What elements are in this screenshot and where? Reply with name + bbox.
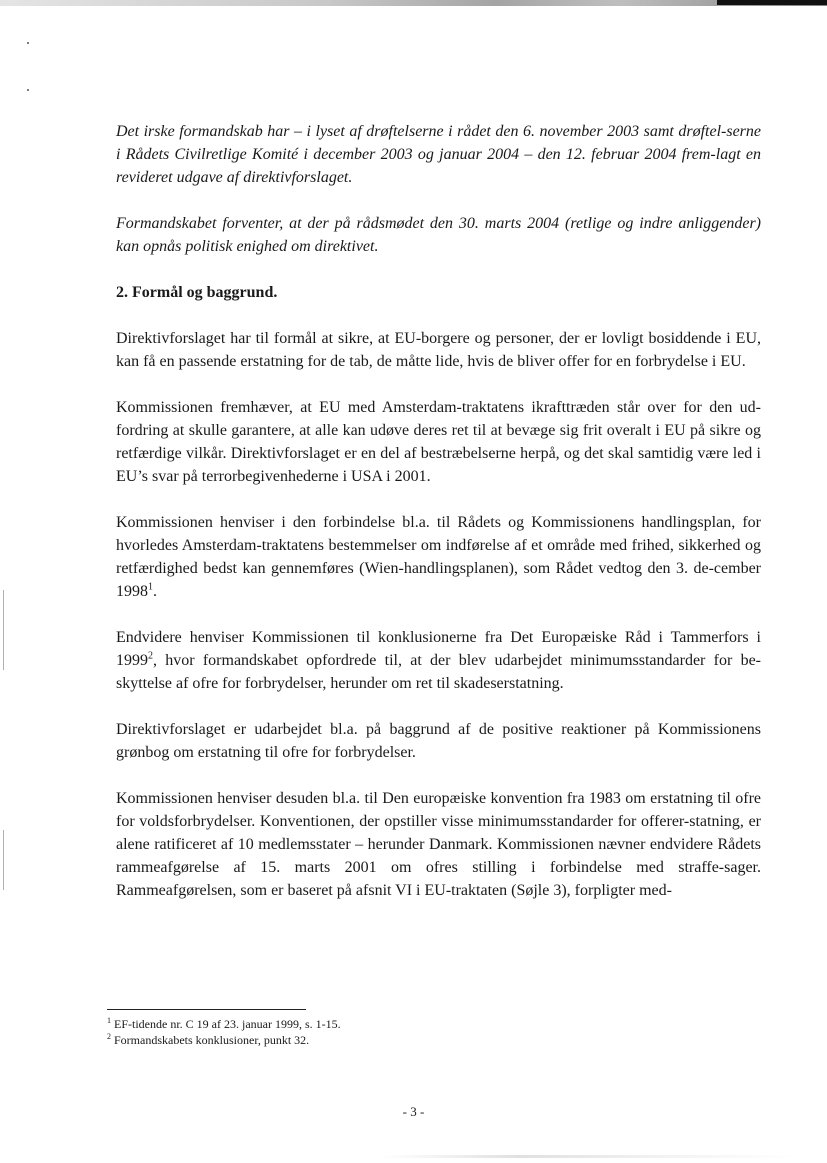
footnote-2 [107, 1032, 707, 1048]
intro-paragraph-2: Formandskabet forventer, at der på rådsmødet den 30. marts 2004 (retlige og indre anliggender) kan opnås politisk enighed om direktivet. [116, 215, 761, 255]
body-paragraph-1: Direktivforslaget har til formål at sikre, at EU-borgere og personer, der er lovligt bosiddende i EU, kan få en passende erstatning for de tab, de måtte lide, hvis de bliver offer for en forbrydelse i EU. [116, 330, 761, 370]
scan-speck [27, 89, 29, 91]
footnote-ref-1: 1 [148, 581, 153, 593]
body-paragraph-3-end: . [153, 583, 157, 600]
scan-speck [27, 42, 29, 44]
body-paragraph-2: Kommissionen fremhæver, at EU med Amsterdam-traktatens ikrafttræden står over for den ud-fordring at skulle garantere, at alle kan udøve deres ret til at bevæge sig frit overalt i EU på sikre og retfærdige vilkår. Direktivforslaget er en del af bestræbelserne herpå, og det skal samtidig være led i EU’s svar på terrorbegivenhederne i USA i 2001. [116, 399, 761, 485]
body-paragraph-3 [116, 511, 761, 603]
body-paragraph-3-text: Kommissionen henviser i den forbindelse bl.a. til Rådets og Kommissionens handlingsplan, for hvorledes Amsterdam-traktatens bestemmelser om indførelse af et område med frihed, sikkerhed og retfærdighed bedst kan gennemføres (Wien-handlingsplanen), som Rådet vedtog den 3. de-cember 1998 [116, 514, 761, 600]
body-paragraph-4-text-b: , hvor formandskabet opfordrede til, at der blev udarbejdet minimumsstandarder for be-skyttelse af ofre for forbrydelser, herunder om ret til skadeserstatning. [116, 652, 761, 692]
footnotes [107, 1016, 707, 1048]
body-paragraph-4 [116, 626, 761, 695]
scan-edge-dark [717, 0, 827, 5]
body-paragraph-4-text-a: Endvidere henviser Kommissionen til konklusionerne fra Det Europæiske Råd i Tammerfors i 1999 [116, 629, 761, 669]
footnote-separator [107, 1009, 306, 1010]
scan-margin-mark [3, 830, 4, 890]
footnote-number: 2 [107, 1032, 111, 1041]
scan-margin-mark [3, 590, 4, 670]
footnote-ref-2: 2 [148, 650, 153, 662]
footnote-text: EF-tidende nr. C 19 af 23. januar 1999, s. 1-15. [114, 1017, 341, 1031]
section-heading: 2. Formål og baggrund. [116, 284, 278, 301]
footnote-number: 1 [107, 1016, 111, 1025]
footnote-text: Formandskabets konklusioner, punkt 32. [114, 1033, 310, 1047]
scan-edge-bottom [380, 1155, 800, 1158]
body-paragraph-6: Kommissionen henviser desuden bl.a. til Den europæiske konvention fra 1983 om erstatning til ofre for voldsforbrydelser. Konventionen, der opstiller visse minimumsstandarder for offerer-statning, er alene ratificeret af 10 medlemsstater – herunder Danmark. Kommissionen nævner endvidere Rådets rammeafgørelse af 15. marts 2001 om ofres stilling i forbindelse med straffe-sager. Rammeafgørelsen, som er baseret på afsnit VI i EU-traktaten (Søjle 3), forpligter med- [116, 790, 761, 899]
page-number: - 3 - [402, 1104, 425, 1119]
scan-edge-top [0, 0, 827, 6]
footnote-1 [107, 1016, 707, 1032]
body-paragraph-5: Direktivforslaget er udarbejdet bl.a. på baggrund af de positive reaktioner på Kommissionens grønbog om erstatning til ofre for forbrydelser. [116, 721, 761, 761]
intro-paragraph-1: Det irske formandskab har – i lyset af drøftelserne i rådet den 6. november 2003 samt drøftel-serne i Rådets Civilretlige Komité i december 2003 og januar 2004 – den 12. februar 2004 frem-lagt en revideret udgave af direktivforslaget. [116, 123, 761, 186]
document-body [116, 120, 761, 902]
